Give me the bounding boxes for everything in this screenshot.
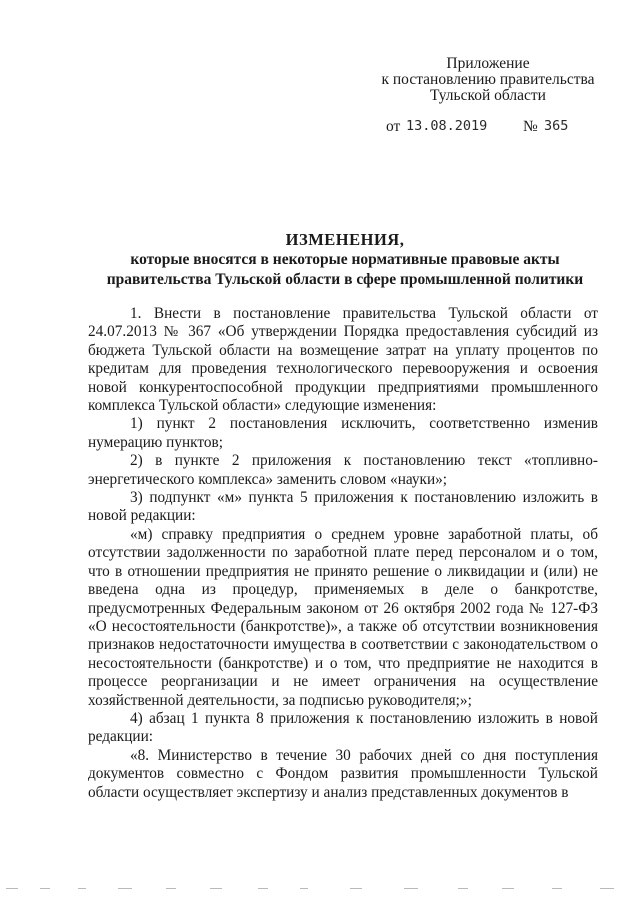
document-number: 365 — [544, 118, 569, 134]
paragraph-subitem-2: 2) в пункте 2 приложения к постановлению текст «топливно-энергетического комплекса» заменить словом «науки»; — [88, 452, 598, 488]
date-prefix: от — [386, 118, 401, 135]
appendix-header — [372, 56, 604, 104]
document-body — [88, 305, 598, 802]
paragraph-subitem-4: 4) абзац 1 пункта 8 приложения к постановлению изложить в новой редакции: — [88, 709, 598, 746]
document-subtitle-line-1: которые вносятся в некоторые нормативные правовые акты — [130, 251, 560, 268]
scan-edge-artifacts — [0, 884, 640, 894]
paragraph-quote-m: «м) справку предприятия о среднем уровне заработной платы, об отсутствии задолженности по заработной плате перед персоналом и о том, что в отношении предприятия не принято решение о ликвидации и (или) не введена одна из процедур, применяемых в деле о банкротстве, предусмотренных Федеральным законом от 26 октября 2002 года № 127-ФЗ «О несостоятельности (банкротстве)», а также об отсутствии возникновения признаков недостаточности имущества в соответствии с законодательством о несостоятельности (банкротстве) и о том, что предприятие не находится в процессе реорганизации и не имеет ограничения на осуществление хозяйственной деятельности, за подписью руководителя;»; — [88, 525, 598, 709]
number-sign: № — [523, 118, 538, 135]
document-title: ИЗМЕНЕНИЯ, — [285, 230, 405, 249]
paragraph-subitem-3: 3) подпункт «м» пункта 5 приложения к постановлению изложить в новой редакции: — [88, 489, 598, 525]
paragraph-item-1: 1. Внести в постановление правительства Тульской области от 24.07.2013 № 367 «Об утверждении Порядка предоставления субсидий из бюджета Тульской области на возмещение затрат на уплату процентов по кредитам для проведения технологического перевооружения и освоения новой конкурентоспособной продукции предприятиями промышленного комплекса Тульской области» следующие изменения: — [88, 305, 598, 415]
paragraph-quote-8: «8. Министерство в течение 30 рабочих дней со дня поступления документов совместно с Фондом развития промышленности Тульской области осуществляет экспертизу и анализ представленных документов в — [88, 746, 598, 801]
appendix-region-label: Тульской области — [430, 87, 546, 104]
appendix-label: Приложение — [446, 55, 530, 72]
document-date: 13.08.2019 — [406, 118, 488, 134]
document-subtitle-line-2: правительства Тульской области в сфере промышленной политики — [106, 271, 584, 288]
appendix-resolution-label: к постановлению правительства — [381, 71, 595, 88]
paragraph-subitem-1: 1) пункт 2 постановления исключить, соответственно изменив нумерацию пунктов; — [88, 415, 598, 451]
